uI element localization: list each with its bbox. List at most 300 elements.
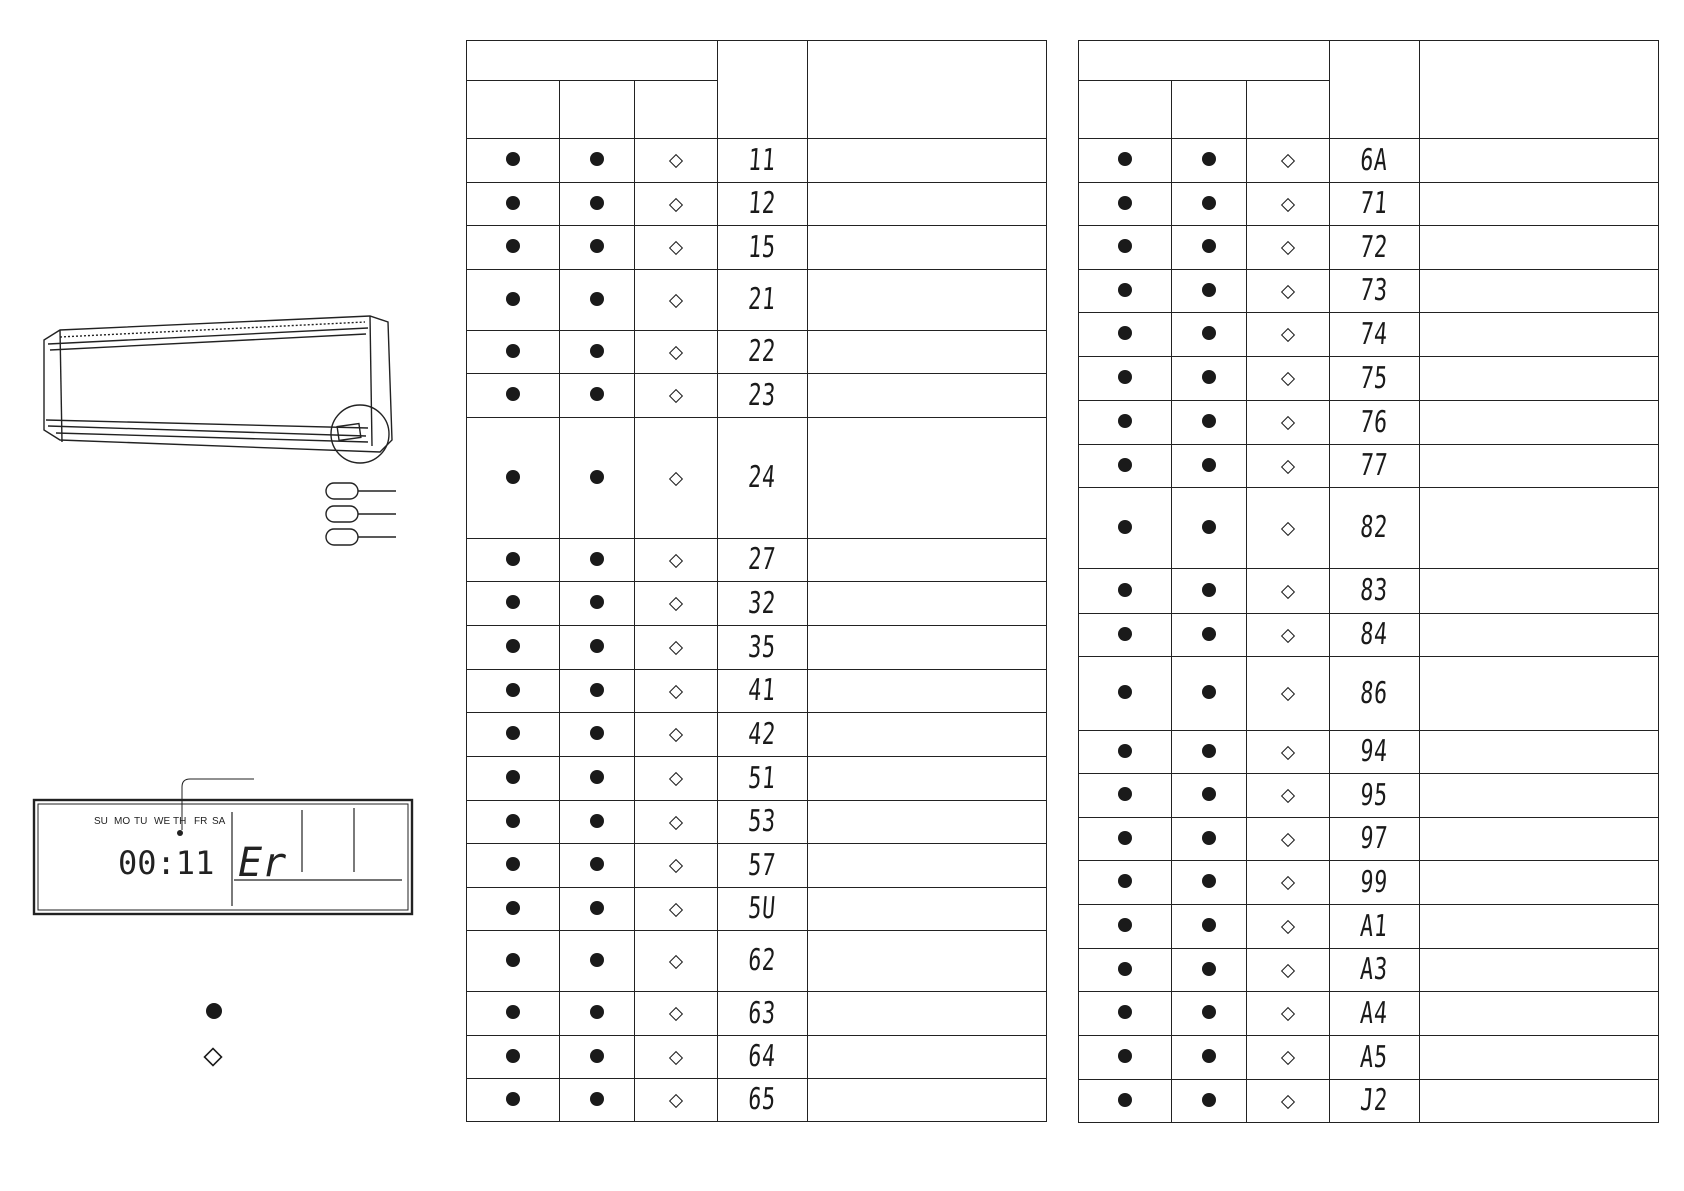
description-cell — [1420, 313, 1659, 357]
lamp-cell — [635, 418, 718, 539]
lamp-cell — [560, 844, 635, 888]
dot-icon — [1202, 744, 1216, 758]
diamond-icon — [669, 154, 683, 168]
description-cell — [1420, 401, 1659, 445]
error-code: 71 — [1359, 186, 1390, 221]
lamp-cell — [467, 992, 560, 1036]
lamp-cell — [467, 270, 560, 331]
lamp-cell — [560, 992, 635, 1036]
lamp-cell — [1079, 774, 1172, 818]
description-cell — [808, 139, 1047, 183]
header-cell — [1247, 81, 1330, 139]
error-code: 86 — [1359, 675, 1390, 711]
lamp-cell — [1247, 1080, 1330, 1123]
description-cell — [1420, 226, 1659, 270]
error-code: 21 — [747, 282, 778, 317]
table-row — [467, 801, 1047, 844]
error-code: 76 — [1359, 404, 1390, 440]
table-row — [1079, 139, 1659, 183]
diamond-icon — [1281, 920, 1295, 934]
description-cell — [808, 670, 1047, 713]
lamp-cell — [1247, 818, 1330, 861]
header-cell — [718, 41, 808, 139]
dot-icon — [590, 344, 604, 358]
description-cell — [1420, 357, 1659, 401]
lamp-cell — [1172, 657, 1247, 731]
day-su: SU — [94, 816, 108, 827]
dot-icon — [1118, 1005, 1132, 1019]
dot-icon — [1202, 283, 1216, 297]
table-row — [467, 374, 1047, 418]
table-row — [1079, 774, 1659, 818]
lamp-cell — [635, 757, 718, 801]
lcd-display — [34, 779, 412, 914]
table-row — [467, 844, 1047, 888]
diamond-icon — [1281, 745, 1295, 759]
code-cell — [1330, 774, 1420, 818]
table-row — [467, 582, 1047, 626]
lamp-cell — [1079, 818, 1172, 861]
dot-icon — [1118, 283, 1132, 297]
lamp-cell — [560, 331, 635, 374]
header-cell — [467, 81, 560, 139]
lamp-cell — [1172, 401, 1247, 445]
table-row — [467, 1036, 1047, 1079]
table-row — [1079, 357, 1659, 401]
lamp-cell — [1079, 657, 1172, 731]
lamp-cell — [635, 888, 718, 931]
description-cell — [1420, 905, 1659, 949]
diamond-icon — [669, 241, 683, 255]
lamp-cell — [560, 1036, 635, 1079]
lamp-cell — [1172, 445, 1247, 488]
dot-icon — [1202, 787, 1216, 801]
code-cell — [718, 582, 808, 626]
diamond-icon — [669, 389, 683, 403]
table-row — [467, 713, 1047, 757]
table-row — [1079, 1080, 1659, 1123]
dot-icon — [1202, 583, 1216, 597]
description-cell — [808, 226, 1047, 270]
lamp-cell — [1247, 1036, 1330, 1080]
lamp-cell — [1247, 270, 1330, 313]
diamond-icon — [669, 197, 683, 211]
diamond-icon — [669, 954, 683, 968]
lamp-cell — [1079, 731, 1172, 774]
code-cell — [1330, 949, 1420, 992]
lamp-cell — [1079, 1036, 1172, 1080]
table-row — [1079, 226, 1659, 270]
lamp-cell — [635, 626, 718, 670]
lamp-cell — [467, 418, 560, 539]
code-cell — [718, 539, 808, 582]
lamp-cell — [1079, 357, 1172, 401]
lamp-cell — [635, 374, 718, 418]
lamp-cell — [1172, 226, 1247, 270]
lamp-cell — [1172, 1080, 1247, 1123]
dot-icon — [590, 196, 604, 210]
description-cell — [808, 992, 1047, 1036]
table-row — [1079, 401, 1659, 445]
dot-icon — [590, 1005, 604, 1019]
dot-icon — [1118, 787, 1132, 801]
dot-icon — [506, 239, 520, 253]
lamp-cell — [1079, 488, 1172, 569]
legend-diamond-icon — [205, 1049, 222, 1066]
dot-icon — [590, 683, 604, 697]
dot-icon — [1202, 685, 1216, 699]
lamp-cell — [560, 418, 635, 539]
code-cell — [1330, 731, 1420, 774]
lamp-cell — [467, 139, 560, 183]
lamp-cell — [1079, 905, 1172, 949]
description-cell — [1420, 657, 1659, 731]
dot-icon — [1202, 1049, 1216, 1063]
lamp-cell — [560, 539, 635, 582]
lamp-cell — [635, 844, 718, 888]
lamp-cell — [467, 226, 560, 270]
lamp-cell — [635, 801, 718, 844]
lamp-cell — [1172, 731, 1247, 774]
diamond-icon — [1281, 876, 1295, 890]
error-code: 41 — [747, 673, 778, 708]
diamond-icon — [1281, 154, 1295, 168]
code-cell — [1330, 183, 1420, 226]
diamond-icon — [669, 1007, 683, 1021]
dot-icon — [506, 470, 520, 484]
description-cell — [808, 844, 1047, 888]
table-row — [467, 270, 1047, 331]
table-row — [467, 992, 1047, 1036]
diamond-icon — [669, 641, 683, 655]
table-row — [467, 670, 1047, 713]
description-cell — [808, 801, 1047, 844]
lamp-cell — [1247, 905, 1330, 949]
lamp-cell — [1247, 445, 1330, 488]
lamp-cell — [1079, 139, 1172, 183]
dot-icon — [506, 344, 520, 358]
dot-icon — [1118, 744, 1132, 758]
dot-icon — [1118, 583, 1132, 597]
lamp-cell — [1172, 905, 1247, 949]
lamp-cell — [1172, 313, 1247, 357]
header-cell — [1420, 41, 1659, 139]
table-row — [1079, 488, 1659, 569]
lamp-cell — [635, 226, 718, 270]
code-cell — [1330, 569, 1420, 614]
lamp-cell — [1079, 861, 1172, 905]
error-code: 22 — [747, 334, 778, 369]
description-cell — [808, 539, 1047, 582]
diamond-icon — [1281, 1007, 1295, 1021]
code-cell — [1330, 139, 1420, 183]
dot-icon — [590, 1092, 604, 1106]
lamp-cell — [467, 801, 560, 844]
table-row — [1079, 614, 1659, 657]
dot-icon — [1118, 1093, 1132, 1107]
dot-icon — [506, 595, 520, 609]
legend-dot-icon — [206, 1003, 222, 1019]
lcd-mode: Er — [238, 840, 287, 886]
error-code-table-right — [1078, 40, 1659, 1123]
dot-icon — [1118, 370, 1132, 384]
lamp-cell — [467, 331, 560, 374]
dot-icon — [506, 770, 520, 784]
dot-icon — [506, 953, 520, 967]
description-cell — [808, 757, 1047, 801]
description-cell — [808, 331, 1047, 374]
lamp-cell — [1247, 139, 1330, 183]
lamp-cell — [1247, 731, 1330, 774]
dot-icon — [590, 814, 604, 828]
error-code: 5U — [747, 891, 778, 926]
diamond-icon — [669, 859, 683, 873]
description-cell — [808, 1036, 1047, 1079]
lamp-cell — [1247, 949, 1330, 992]
dot-icon — [1202, 152, 1216, 166]
header-cell — [1079, 81, 1172, 139]
dot-icon — [1118, 874, 1132, 888]
diamond-icon — [1281, 963, 1295, 977]
description-cell — [808, 418, 1047, 539]
error-code: 77 — [1359, 448, 1390, 483]
error-code: 74 — [1359, 316, 1390, 352]
table-row — [1079, 861, 1659, 905]
lamp-cell — [1172, 774, 1247, 818]
dot-icon — [1118, 685, 1132, 699]
lamp-cell — [467, 1079, 560, 1122]
lamp-cell — [1247, 357, 1330, 401]
description-cell — [1420, 818, 1659, 861]
dot-icon — [1202, 1093, 1216, 1107]
lamp-cell — [560, 670, 635, 713]
dot-icon — [590, 595, 604, 609]
code-cell — [718, 226, 808, 270]
dot-icon — [1202, 458, 1216, 472]
code-cell — [718, 1079, 808, 1122]
diamond-icon — [1281, 687, 1295, 701]
diamond-icon — [669, 728, 683, 742]
lamp-cell — [1079, 949, 1172, 992]
callout-dot-icon — [177, 830, 183, 836]
lamp-cell — [1079, 313, 1172, 357]
lamp-cell — [467, 582, 560, 626]
diamond-icon — [1281, 628, 1295, 642]
table-row — [467, 418, 1047, 539]
code-cell — [718, 418, 808, 539]
dot-icon — [506, 639, 520, 653]
day-we: WE — [154, 816, 171, 827]
table-row — [1079, 569, 1659, 614]
error-code: 94 — [1359, 734, 1390, 769]
dot-icon — [506, 196, 520, 210]
error-code: A5 — [1359, 1039, 1390, 1075]
lamp-cell — [1172, 139, 1247, 183]
error-code: A3 — [1359, 952, 1390, 987]
lamp-cell — [1172, 488, 1247, 569]
lamp-cell — [467, 1036, 560, 1079]
lamp-cell — [1247, 992, 1330, 1036]
code-cell — [718, 931, 808, 992]
code-cell — [1330, 226, 1420, 270]
description-cell — [1420, 1080, 1659, 1123]
table-row — [467, 888, 1047, 931]
dot-icon — [1202, 196, 1216, 210]
table-row — [467, 931, 1047, 992]
table-row — [467, 331, 1047, 374]
code-cell — [1330, 818, 1420, 861]
description-cell — [808, 374, 1047, 418]
description-cell — [1420, 861, 1659, 905]
dot-icon — [1202, 414, 1216, 428]
description-cell — [808, 888, 1047, 931]
table-header-row — [467, 41, 1047, 81]
error-code: 15 — [747, 229, 778, 265]
table-row — [467, 139, 1047, 183]
code-cell — [718, 888, 808, 931]
dot-icon — [506, 1005, 520, 1019]
dot-icon — [1118, 196, 1132, 210]
diamond-icon — [669, 553, 683, 567]
lamp-cell — [467, 844, 560, 888]
lamp-cell — [467, 713, 560, 757]
dot-icon — [506, 152, 520, 166]
description-cell — [1420, 1036, 1659, 1080]
dot-icon — [1202, 874, 1216, 888]
error-code: A4 — [1359, 995, 1390, 1031]
lamp-cell — [1247, 861, 1330, 905]
dot-icon — [1202, 1005, 1216, 1019]
lamp-cell — [635, 539, 718, 582]
lamp-cell — [560, 139, 635, 183]
description-cell — [808, 713, 1047, 757]
lamp-cell — [1247, 774, 1330, 818]
error-code: 97 — [1359, 821, 1390, 856]
dot-icon — [1202, 831, 1216, 845]
header-cell — [1330, 41, 1420, 139]
dot-icon — [590, 901, 604, 915]
diamond-icon — [1281, 241, 1295, 255]
code-cell — [1330, 488, 1420, 569]
dot-icon — [1118, 1049, 1132, 1063]
code-cell — [718, 757, 808, 801]
description-cell — [1420, 949, 1659, 992]
code-cell — [1330, 445, 1420, 488]
table-row — [467, 539, 1047, 582]
description-cell — [1420, 614, 1659, 657]
lamp-cell — [1079, 569, 1172, 614]
lamp-cell — [467, 888, 560, 931]
error-code: 75 — [1359, 360, 1390, 396]
description-cell — [1420, 774, 1659, 818]
lamp-cell — [635, 139, 718, 183]
code-cell — [1330, 357, 1420, 401]
diamond-icon — [1281, 1094, 1295, 1108]
dot-icon — [1202, 326, 1216, 340]
table-row — [467, 183, 1047, 226]
lamp-cell — [560, 801, 635, 844]
lamp-cell — [635, 1079, 718, 1122]
code-cell — [718, 713, 808, 757]
code-cell — [1330, 1036, 1420, 1080]
lamp-cell — [635, 183, 718, 226]
lamp-cell — [1079, 445, 1172, 488]
lamp-cell — [635, 582, 718, 626]
error-code: 73 — [1359, 273, 1390, 308]
lamp-cell — [635, 992, 718, 1036]
dot-icon — [1118, 520, 1132, 534]
lamp-cell — [1079, 614, 1172, 657]
dot-icon — [590, 770, 604, 784]
dot-icon — [506, 814, 520, 828]
error-code: 27 — [747, 542, 778, 577]
table-row — [1079, 818, 1659, 861]
diamond-icon — [669, 1050, 683, 1064]
lamp-cell — [467, 670, 560, 713]
dot-icon — [506, 857, 520, 871]
diamond-icon — [1281, 1051, 1295, 1065]
dot-icon — [1202, 962, 1216, 976]
table-row — [467, 757, 1047, 801]
lamp-cell — [635, 1036, 718, 1079]
lamp-cell — [635, 713, 718, 757]
lamp-cell — [1247, 569, 1330, 614]
code-cell — [1330, 313, 1420, 357]
dot-icon — [590, 953, 604, 967]
dot-icon — [1118, 414, 1132, 428]
error-code: 35 — [747, 629, 778, 665]
lamp-cell — [1247, 313, 1330, 357]
table-row — [467, 1079, 1047, 1122]
diamond-icon — [669, 684, 683, 698]
lamp-cell — [1172, 614, 1247, 657]
lamp-cell — [1079, 1080, 1172, 1123]
error-code: 6A — [1359, 142, 1390, 178]
error-code: 57 — [747, 847, 778, 883]
code-cell — [718, 992, 808, 1036]
table-row — [1079, 905, 1659, 949]
lcd-time: 00:11 — [118, 844, 215, 882]
dot-icon — [1202, 627, 1216, 641]
lamp-cell — [635, 670, 718, 713]
dot-icon — [590, 239, 604, 253]
lamp-cell — [560, 582, 635, 626]
code-cell — [718, 374, 808, 418]
lamp-cell — [1172, 569, 1247, 614]
table-row — [1079, 445, 1659, 488]
dot-icon — [590, 387, 604, 401]
dot-icon — [590, 1049, 604, 1063]
error-code: 99 — [1359, 864, 1390, 900]
lcd-day-labels — [94, 816, 226, 827]
error-code: A1 — [1359, 908, 1390, 944]
lamp-cell — [1172, 861, 1247, 905]
table-row — [1079, 657, 1659, 731]
lamp-cell — [1172, 270, 1247, 313]
lamp-cell — [1079, 183, 1172, 226]
dot-icon — [590, 470, 604, 484]
button-pills — [326, 483, 396, 545]
lamp-cell — [560, 1079, 635, 1122]
lamp-cell — [560, 713, 635, 757]
code-cell — [718, 844, 808, 888]
day-sa: SA — [212, 816, 226, 827]
dot-icon — [1202, 520, 1216, 534]
table-row — [1079, 731, 1659, 774]
dot-icon — [590, 726, 604, 740]
error-code: 53 — [747, 804, 778, 839]
dot-icon — [506, 292, 520, 306]
